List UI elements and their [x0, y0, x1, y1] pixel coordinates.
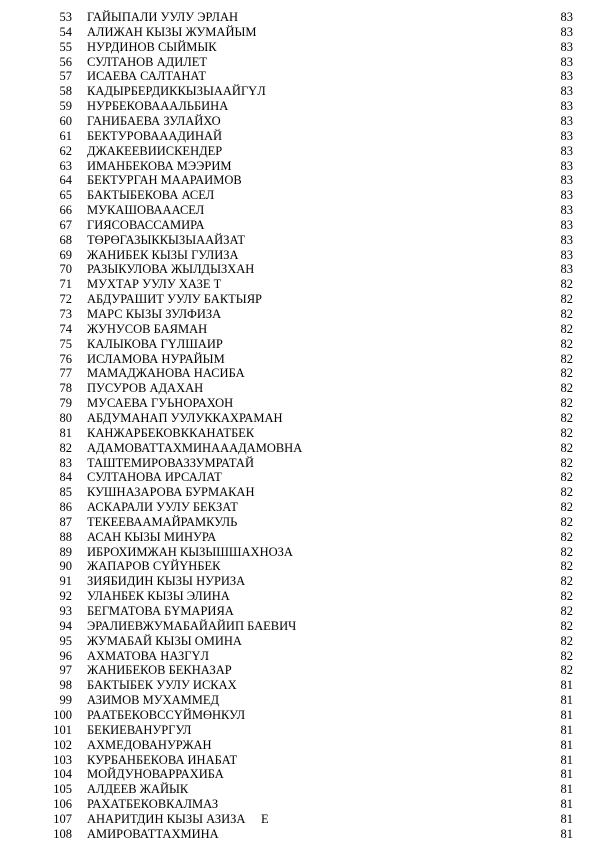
- list-row: [0, 292, 609, 307]
- list-row: [0, 173, 609, 188]
- list-row: [0, 233, 609, 248]
- list-row: [0, 69, 609, 84]
- score-value: 82: [560, 544, 573, 559]
- score-value: 83: [560, 99, 573, 114]
- score-value: 83: [560, 39, 573, 54]
- score-value: 81: [560, 797, 573, 812]
- list-row: [0, 411, 609, 426]
- row-number: 70: [59, 262, 72, 277]
- row-number: 87: [59, 514, 72, 529]
- student-name: АБДУМАНАП УУЛУККАХРАМАН: [87, 410, 283, 425]
- score-value: 82: [560, 321, 573, 336]
- score-value: 82: [560, 500, 573, 515]
- list-row: [0, 55, 609, 70]
- list-row: [0, 663, 609, 678]
- student-name: ЖУМАБАЙ КЫЗЫ ОМИНА: [87, 633, 242, 648]
- list-row: [0, 574, 609, 589]
- student-name: КУШНАЗАРОВА БУРМАКАН: [87, 485, 255, 500]
- list-row: [0, 114, 609, 129]
- list-row: [0, 381, 609, 396]
- list-row: [0, 604, 609, 619]
- row-number: 78: [59, 381, 72, 396]
- student-name: БЕКТУРОВАААДИНАЙ: [87, 128, 223, 143]
- list-row: [0, 708, 609, 723]
- row-number: 89: [59, 544, 72, 559]
- row-number: 94: [59, 618, 72, 633]
- list-row: [0, 307, 609, 322]
- row-number: 108: [53, 826, 72, 841]
- score-value: 82: [560, 336, 573, 351]
- row-number: 107: [53, 811, 72, 826]
- student-name: АДАМОВАТТАХМИНАААДАМОВНА: [87, 440, 303, 455]
- student-name: МУКАШОВАААСЕЛ: [87, 203, 205, 218]
- score-value: 81: [560, 678, 573, 693]
- list-row: [0, 456, 609, 471]
- score-value: 83: [560, 143, 573, 158]
- list-row: [0, 485, 609, 500]
- row-number: 84: [59, 470, 72, 485]
- list-row: [0, 767, 609, 782]
- student-name: ГИЯСОВАССАМИРА: [87, 217, 205, 232]
- list-row: [0, 322, 609, 337]
- row-number: 73: [59, 307, 72, 321]
- student-name: АМИРОВАТТАХМИНА: [87, 826, 219, 841]
- list-row: [0, 144, 609, 159]
- score-value: 83: [560, 203, 573, 218]
- score-value: 81: [560, 826, 573, 841]
- student-name: ГАНИБАЕВА ЗУЛАЙХО: [87, 113, 221, 128]
- list-row: [0, 84, 609, 99]
- row-number: 75: [59, 336, 72, 351]
- list-row: [0, 678, 609, 693]
- student-name: БАКТЫБЕК УУЛУ ИСКАХ: [87, 678, 237, 693]
- row-number: 57: [59, 69, 72, 84]
- list-row: [0, 262, 609, 277]
- list-row: [0, 500, 609, 515]
- row-number: 105: [53, 782, 72, 797]
- row-number: 63: [59, 158, 72, 173]
- student-name: ТӨРӨГАЗЫККЫЗЫААЙЗАТ: [87, 232, 246, 247]
- list-row: [0, 188, 609, 203]
- score-value: 83: [560, 173, 573, 188]
- score-value: 82: [560, 618, 573, 633]
- list-row: [0, 25, 609, 40]
- student-name: АСКАРАЛИ УУЛУ БЕКЗАТ: [87, 500, 238, 515]
- row-number: 65: [59, 188, 72, 203]
- row-number: 106: [53, 797, 72, 812]
- score-value: 82: [560, 425, 573, 440]
- student-name: ДЖАКЕЕВИИСКЕНДЕР: [87, 143, 223, 158]
- student-name: ГАЙЫПАЛИ УУЛУ ЭРЛАН: [87, 10, 239, 24]
- row-number: 77: [59, 366, 72, 381]
- student-name: РАЗЫКУЛОВА ЖЫЛДЫЗХАН: [87, 262, 255, 277]
- student-name: БАКТЫБЕКОВА АСЕЛ: [87, 188, 215, 203]
- row-number: 98: [59, 678, 72, 693]
- score-value: 82: [560, 514, 573, 529]
- score-value: 82: [560, 574, 573, 589]
- list-row: [0, 352, 609, 367]
- list-row: [0, 649, 609, 664]
- row-number: 60: [59, 113, 72, 128]
- student-name: МУСАЕВА ГУЬНОРАХОН: [87, 396, 234, 411]
- score-value: 82: [560, 292, 573, 307]
- row-number: 97: [59, 663, 72, 678]
- row-number: 67: [59, 217, 72, 232]
- student-name: ЖАПАРОВ СҮЙҮНБЕК: [87, 559, 221, 574]
- student-name: КАНЖАРБЕКОВККАНАТБЕК: [87, 425, 255, 440]
- student-name: МОЙДУНОВАРРАХИБА: [87, 767, 224, 782]
- list-row: [0, 441, 609, 456]
- list-row: [0, 366, 609, 381]
- list-row: [0, 753, 609, 768]
- score-value: 82: [560, 470, 573, 485]
- student-name: МУХТАР УУЛУ ХАЗЕ Т: [87, 277, 222, 292]
- row-number: 79: [59, 396, 72, 411]
- list-row: [0, 159, 609, 174]
- score-value: 83: [560, 84, 573, 99]
- score-value: 82: [560, 366, 573, 381]
- student-name: РАХАТБЕКОВКАЛМАЗ: [87, 797, 219, 812]
- student-name: ЗИЯБИДИН КЫЗЫ НУРИЗА: [87, 574, 246, 589]
- student-name: АХМАТОВА НАЗГҮЛ: [87, 648, 210, 663]
- list-row: [0, 738, 609, 753]
- row-number: 85: [59, 485, 72, 500]
- list-row: [0, 396, 609, 411]
- list-row: [0, 470, 609, 485]
- student-name: АБДУРАШИТ УУЛУ БАКТЫЯР: [87, 292, 262, 307]
- row-number: 74: [59, 321, 72, 336]
- score-value: 82: [560, 648, 573, 663]
- score-value: 82: [560, 559, 573, 574]
- student-name: ЖУНУСОВ БАЯМАН: [87, 321, 208, 336]
- row-number: 81: [59, 425, 72, 440]
- row-number: 58: [59, 84, 72, 99]
- score-value: 83: [560, 69, 573, 84]
- student-name: АНАРИТДИН КЫЗЫ АЗИЗА Е: [87, 811, 269, 826]
- score-value: 82: [560, 381, 573, 396]
- score-value: 82: [560, 663, 573, 678]
- score-value: 83: [560, 24, 573, 39]
- list-row: [0, 782, 609, 797]
- student-name: МАМАДЖАНОВА НАСИБА: [87, 366, 245, 381]
- score-value: 82: [560, 485, 573, 500]
- row-number: 95: [59, 633, 72, 648]
- list-row: [0, 797, 609, 812]
- row-number: 64: [59, 173, 72, 188]
- list-row: [0, 10, 609, 25]
- row-number: 83: [59, 455, 72, 470]
- row-number: 96: [59, 648, 72, 663]
- list-row: [0, 129, 609, 144]
- list-row: [0, 248, 609, 263]
- student-name: КАДЫРБЕРДИККЫЗЫААЙГҮЛ: [87, 84, 266, 99]
- list-row: [0, 337, 609, 352]
- score-value: 83: [560, 113, 573, 128]
- student-name: ЖАНИБЕК КЫЗЫ ГУЛИЗА: [87, 247, 239, 262]
- list-row: [0, 277, 609, 292]
- list-row: [0, 203, 609, 218]
- score-value: 83: [560, 247, 573, 262]
- row-number: 69: [59, 247, 72, 262]
- row-number: 103: [53, 752, 72, 767]
- student-name: БЕКИЕВАНУРГУЛ: [87, 722, 192, 737]
- list-row: [0, 545, 609, 560]
- list-row: [0, 693, 609, 708]
- row-number: 93: [59, 604, 72, 618]
- row-number: 104: [53, 767, 72, 782]
- score-value: 82: [560, 589, 573, 604]
- score-value: 83: [560, 158, 573, 173]
- score-value: 82: [560, 410, 573, 425]
- score-value: 81: [560, 707, 573, 722]
- row-number: 56: [59, 54, 72, 69]
- student-name: УЛАНБЕК КЫЗЫ ЭЛИНА: [87, 589, 230, 604]
- list-row: [0, 589, 609, 604]
- student-name: АЛДЕЕВ ЖАЙЫК: [87, 782, 189, 797]
- row-number: 61: [59, 128, 72, 143]
- student-name: ПУСУРОВ АДАХАН: [87, 381, 204, 396]
- list-row: [0, 827, 609, 842]
- student-name: БЕКТУРГАН МААРАИМОВ: [87, 173, 242, 188]
- score-value: 82: [560, 529, 573, 544]
- row-number: 101: [53, 722, 72, 737]
- row-number: 59: [59, 99, 72, 114]
- student-name: АХМЕДОВАНУРЖАН: [87, 737, 212, 752]
- list-row: [0, 723, 609, 738]
- row-number: 91: [59, 574, 72, 589]
- list-row: [0, 619, 609, 634]
- student-name: МАРС КЫЗЫ ЗУЛФИЗА: [87, 307, 222, 321]
- student-name: КУРБАНБЕКОВА ИНАБАТ: [87, 752, 238, 767]
- row-number: 90: [59, 559, 72, 574]
- student-name: ИМАНБЕКОВА МЭЭРИМ: [87, 158, 232, 173]
- row-number: 88: [59, 529, 72, 544]
- student-name: НУРБЕКОВАААЛЬБИНА: [87, 99, 229, 114]
- student-name: ИБРОХИМЖАН КЫЗЫШШАХНОЗА: [87, 544, 293, 559]
- student-name: СУЛТАНОВ АДИЛЕТ: [87, 54, 207, 69]
- score-value: 82: [560, 455, 573, 470]
- score-value: 81: [560, 752, 573, 767]
- student-name: АСАН КЫЗЫ МИНУРА: [87, 529, 217, 544]
- student-name: АЗИМОВ МУХАММЕД: [87, 693, 220, 708]
- row-number: 55: [59, 39, 72, 54]
- row-number: 66: [59, 203, 72, 218]
- student-name: ЭРАЛИЕВЖУМАБАЙАЙИП БАЕВИЧ: [87, 618, 297, 633]
- list-row: [0, 99, 609, 114]
- list-row: [0, 530, 609, 545]
- score-value: 81: [560, 782, 573, 797]
- score-value: 81: [560, 722, 573, 737]
- score-value: 81: [560, 811, 573, 826]
- list-row: [0, 559, 609, 574]
- score-value: 83: [560, 217, 573, 232]
- row-number: 68: [59, 232, 72, 247]
- student-name: АЛИЖАН КЫЗЫ ЖУМАЙЫМ: [87, 24, 257, 39]
- score-value: 81: [560, 737, 573, 752]
- student-name: ИСЛАМОВА НУРАЙЫМ: [87, 351, 225, 366]
- student-name: БЕГМАТОВА БҮМАРИЯА: [87, 604, 234, 618]
- score-value: 83: [560, 188, 573, 203]
- row-number: 53: [59, 10, 72, 24]
- list-row: [0, 634, 609, 649]
- student-name: ТЕКЕЕВААМАЙРАМКУЛЬ: [87, 514, 238, 529]
- row-number: 99: [59, 693, 72, 708]
- row-number: 80: [59, 410, 72, 425]
- row-number: 92: [59, 589, 72, 604]
- score-value: 83: [560, 10, 573, 24]
- score-value: 83: [560, 128, 573, 143]
- list-row: [0, 426, 609, 441]
- row-number: 82: [59, 440, 72, 455]
- list-row: [0, 40, 609, 55]
- list-row: [0, 218, 609, 233]
- list-row: [0, 515, 609, 530]
- student-name: НУРДИНОВ СЫЙМЫК: [87, 39, 217, 54]
- student-name: КАЛЫКОВА ГҮЛШАИР: [87, 336, 223, 351]
- row-number: 54: [59, 24, 72, 39]
- score-value: 82: [560, 351, 573, 366]
- score-value: 81: [560, 693, 573, 708]
- row-number: 100: [53, 707, 72, 722]
- score-value: 83: [560, 262, 573, 277]
- row-number: 86: [59, 500, 72, 515]
- score-value: 83: [560, 232, 573, 247]
- score-value: 81: [560, 767, 573, 782]
- list-row: [0, 812, 609, 827]
- student-name: ТАШТЕМИРОВАЗЗУМРАТАЙ: [87, 455, 254, 470]
- score-value: 82: [560, 604, 573, 618]
- row-number: 76: [59, 351, 72, 366]
- score-value: 82: [560, 307, 573, 321]
- row-number: 71: [59, 277, 72, 292]
- student-name: ЖАНИБЕКОВ БЕКНАЗАР: [87, 663, 232, 678]
- row-number: 72: [59, 292, 72, 307]
- row-number: 62: [59, 143, 72, 158]
- student-name: РААТБЕКОВССҮЙМӨНКУЛ: [87, 707, 246, 722]
- score-value: 82: [560, 396, 573, 411]
- student-name: ИСАЕВА САЛТАНАТ: [87, 69, 206, 84]
- score-value: 82: [560, 277, 573, 292]
- score-value: 82: [560, 633, 573, 648]
- row-number: 102: [53, 737, 72, 752]
- student-name: СУЛТАНОВА ИРСАЛАТ: [87, 470, 222, 485]
- score-value: 82: [560, 440, 573, 455]
- score-value: 83: [560, 54, 573, 69]
